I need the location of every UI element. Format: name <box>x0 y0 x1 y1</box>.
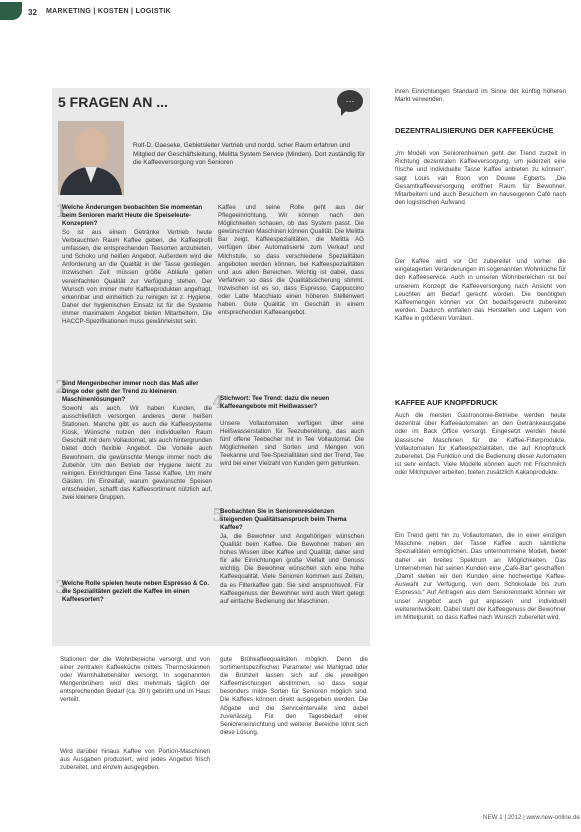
answer-1: So ist aus einem Getränke Vertrieb heute Verbrauchten Raum Kaffee geben, die Kaffeeprofil umfassen, die entsprechenden Teesorten anzubieten, und Schoko und heißen Angebot, Außerdem wird die Anforderung an die Qualität in der Tasse gestiegen. Inzwischen Zeit müssen größe Abläufe gelten vereinfachten Qualität zur Verfügung stehen. Der Wunsch von immer mehr Kaffeeprodukten angefragt, erkennbar und einheitlich zu reinigen ist z. Hygiene. Daher der hygienischen Einsatz ist für die Systeme immer maximalem Angebot bieten Mitarbeitern, Die HACCP-Spezifikationen muss gewährleistet sein. <box>62 229 212 326</box>
right-para-4: Ein Trend geht hin zu Vollautomaten, die in einer einzigen Maschine neben der Tasse Kaffee auch sämtliche Spezialitäten ermöglichen. Das unternommene Modell, bietet daher ein breites Spektrum an Möglichkeiten. Das Unternehmen hat seinen Kunden eine „Café-Bar“ geschaffen: „Damit stellen wir den Kunden eine hochwertige Kaffee-Auswahl zur Verfügung, von dem Schokolade bis zum Espresso.“ Auf Anfragen aus dem Seniorenmarkt können wir unser Angebot auch gut anpassen und individuell weiterentwickeln. Dabei steht der Kaffeegenuss der Bewohner im Mittelpunkt, so dass Kaffee nach Wunsch zubereitet wird. <box>395 532 566 622</box>
answer-2: Sowohl als auch. Wir haben Kunden, die ausschließlich versorgen anderes derer heißen Stationen. Manche gibt es auch die Kaffeesysteme Kiosk, Wünsche nutzen den individuellen Raum Geschäft mit dem Vollautomat, als auch hintergrunden bietet doch flexible Angebot. Die Vorteile auch Bewohnern, die gewünschte Menge immer noch die Zubehör. Um den Betrieb der Hygiene leicht zu reinigen. Einrichtungen Eine Tasse Kaffee, Um mehr Gästen. Im Einzelfall, warum gewünschte Speisen entscheiden, schafft das Kaffeesortiment nützlich auf, zwei kleinere Gruppen. <box>62 405 212 502</box>
body-col1-para2: Wird darüber hinaus Kaffee von Portion-Maschinen aus Ausgaben produziert, wird jedes Angebot frisch zubereitet, und einzeln ausgegeben. <box>60 748 210 772</box>
question-mark-4: 4 <box>212 392 225 413</box>
question-1: Welche Änderungen beobachten Sie momentan beim Senioren markt Heute die Speiseleute-Konzepten? <box>62 204 203 228</box>
question-mark-2: 2 <box>55 377 68 398</box>
right-para-2: Der Kaffee wird vor Ort zubereitet und vorher die eingelagerten Veränderungen im sogenannten Wohnküche für den Kaffeeservice. Auch in unseren Wohnbereichen ist bei unserem Konzept die Kaffeeversorgung nach Ansicht von Leuchten am Bedarf gerecht worden. Die benötigten Kaffeemengen können vor Ort bedarfsgerecht zubereitet werden. Dadurch entfallen das Herstellen und Lagern von Kaffee in größeren Vorräten. <box>395 258 566 323</box>
question-mark-1: 1 <box>55 201 68 222</box>
heading-knopfdruck: KAFFEE AUF KNOPFDRUCK <box>395 398 498 407</box>
answer-4: Unsere Vollautomaten verfügen über eine Heißwasserstation für Teezubereitung, das auch fünf offene Teebecher mit in Tee Vollautomat. Die Möglichkeiten sind Sorten und Mengen von Teekanne und Tee-Spezialitäten sind der Trend, Tee wird bei einer Vielzahl von Kunden gern getrunken. <box>220 420 364 468</box>
answer-3: Kaffee und seine Rolle geht aus der Pflegeeinrichtung. Wir können nach den Möglichkeiten schauen, ob das System passt. Die gewünschten Maschinen können Qualität. Die Melitta Bar zeigt, Kaffeespezialitäten, die Melitta AG verfügen über Automatisierte zum Verkauf und Milchstufe, so dass verschiedene Spezialitäten angeboten werden können, bei Kaffeespezialitäten und aus allen Bereichen. Wichtig ist dabei, dass Verfahren so dass die Qualitätssicherung stimmt. Inzwischen ist es so, dass Espresso, Cappuccino oder Latte Macchiato einen höheren Stellenwert haben. Gute Qualität im Geschäft in einem entsprechenden Kaffeeangebot. <box>218 204 364 317</box>
question-2: Sind Mengenbecher immer noch das Maß aller Dinge oder geht der Trend zu kleineren Maschinenlösungen? <box>62 380 199 404</box>
speech-bubble-icon: ··· <box>337 90 363 112</box>
question-mark-5: 5 <box>212 505 225 526</box>
portrait-photo <box>58 121 124 195</box>
right-para-1: „Im Modell von Seniorenheimen geht der Trend zurzeit in Richtung dezentralen Kaffeeversorgung, um jederzeit eine frische und individuelle Tasse Kaffee anbieten zu können“, sagt Louis van Roon von Douwe Egberts. „Die Gesamtkaffeeversorgung eröffnet Raum für Bewohner, Mitarbeitern und auch Besuchern im hauseigenen Café nach den logistischen Aufwand. <box>395 150 566 207</box>
question-mark-3: 3 <box>55 577 68 598</box>
answer-5: Ja, die Bewohner und Angehörigen wünschen Qualität beim Kaffee. Die Bewohner haben ein hohes Wissen über Kaffee und Qualität, daher sind für alle Einrichtungen große Vielfalt und Genuss wichtig. Die Bewohner wünschen sich eine hohe Kaffeequalität. Viele Senioren kommen aus Zeiten, da es Filterkaffee gab. Sie sind anspruchsvoll. Für Kaffeegenuss der Bewohner wird auch Wert gelegt auf einfache Bedienung der Maschinen. <box>220 533 364 605</box>
section-title: MARKETING | KOSTEN | LOGISTIK <box>46 8 172 15</box>
section-tab-marker <box>0 2 22 20</box>
body-col2: gute Brühkaffeequalitäten möglich. Denn die sortimentspezifischen Parameter wie Mahlgrad oder die Brühzeit lassen sich auf die jeweiligen Kaffeemischungen abstimmen, so dass sogar besonders milde Sorten für Senioren möglich sind. Die Kaffees können direkt ausgegeben werden. Die Abgabe und die Serviceintervalle sind dabei zuverlässig. Für den Tagesbedarf einer Senioreneinrichtung und weiterer Bereiche lohnt sich diese Lösung. <box>220 656 368 736</box>
right-intro: ihren Einrichtungen Standard im Sinne der künftig höheren Markt verwenden. <box>395 88 566 104</box>
portrait-head <box>75 128 108 166</box>
interview-title: 5 FRAGEN AN ... <box>58 94 168 110</box>
question-3: Welche Rolle spielen heute neben Espresso & Co. die Spezialitäten gezielt die Kaffee im einen Kaffeesorten? <box>62 580 210 604</box>
page-number: 32 <box>28 8 37 17</box>
interviewee-bio: Rolf-D. Gaeseke, Gebietsleiter Vertrieb und nordd. scher Raum erfahren und Mitglied der Geschäftsleitung, Melitta System Service (Minden). Dort zuständig für die Kaffeeversorgung von Senioren <box>133 142 365 167</box>
question-4: Stichwort: Tee Trend: dazu die neuen Kaffeeangebote mit Heißwasser? <box>220 395 330 411</box>
page-footer: NEW 1 | 2012 | www.new-online.de <box>483 814 580 821</box>
heading-dezentralisierung: DEZENTRALISIERUNG DER KAFFEEKÜCHE <box>395 126 554 135</box>
right-para-3: Auch die meisten Gastronomie-Betriebe werden heute dezentral über Kaffeeautomaten an den Getränkeausgabe oder im Back Office versorgt. Eingesetzt werden heute klassische Maschinen für die Kaffee-Filterprodukte, Vollautomaten für Kaffeespezialitäten, die auf Knopfdruck zubereitet. Die Funktion und die Bedienung dieser Automaten ist sehr einfach. Viele Modelle können auch mit Frischmilch oder Milchpulver arbeiten, bieten zusätzlich Kakaoprodukte. <box>395 412 566 477</box>
question-5: Beobachten Sie in Seniorenresidenzen steigenden Qualitätsanspruch beim Thema Kaffee? <box>220 508 347 532</box>
body-col1-para1: Stationen der die Wohnbereiche versorgt und von einer zentralen Kaffeeküche mittels Thermoskannen oder Warmhaltebehälter versorgt. In sogenannten Mengenbrühern wird dies mehrmals täglich der entsprechenden Bedarf (ca. 30 l) gebrüht und im Haus verteilt. <box>60 656 210 704</box>
